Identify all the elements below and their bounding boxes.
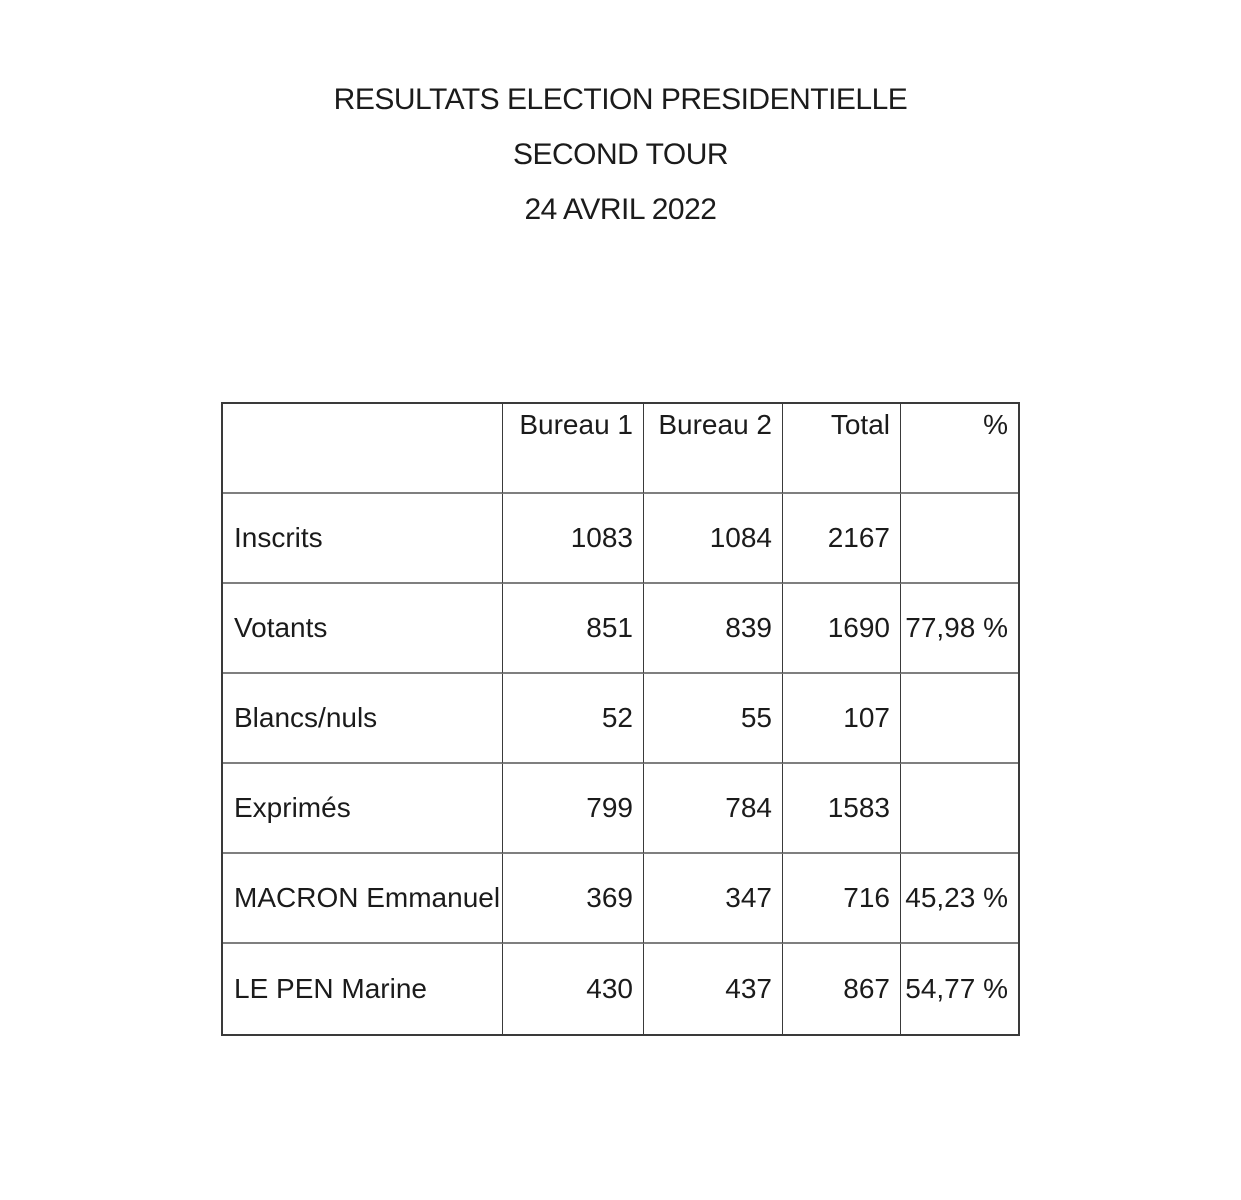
cell-value: 55 bbox=[644, 674, 783, 764]
row-label: Votants bbox=[223, 584, 503, 674]
cell-value: 45,23 % bbox=[901, 854, 1018, 944]
cell-value: 2167 bbox=[783, 494, 901, 584]
cell-value: 1690 bbox=[783, 584, 901, 674]
cell-value: 1083 bbox=[503, 494, 644, 584]
cell-value bbox=[901, 494, 1018, 584]
cell-value: 437 bbox=[644, 944, 783, 1034]
document-subtitle-date: 24 AVRIL 2022 bbox=[524, 193, 717, 226]
cell-value: 867 bbox=[783, 944, 901, 1034]
row-label: Exprimés bbox=[223, 764, 503, 854]
row-label: MACRON Emmanuel bbox=[223, 854, 503, 944]
results-table bbox=[221, 402, 1020, 1036]
cell-value: 716 bbox=[783, 854, 901, 944]
title-block bbox=[0, 72, 1241, 237]
cell-value: 107 bbox=[783, 674, 901, 764]
cell-value: 839 bbox=[644, 584, 783, 674]
cell-value: 1583 bbox=[783, 764, 901, 854]
cell-value: 784 bbox=[644, 764, 783, 854]
cell-value bbox=[901, 674, 1018, 764]
document-title: RESULTATS ELECTION PRESIDENTIELLE bbox=[333, 83, 908, 116]
column-header-empty bbox=[223, 404, 503, 494]
column-header-bureau1: Bureau 1 bbox=[503, 404, 644, 494]
row-label: Inscrits bbox=[223, 494, 503, 584]
cell-value: 799 bbox=[503, 764, 644, 854]
cell-value: 369 bbox=[503, 854, 644, 944]
column-header-percent: % bbox=[901, 404, 1018, 494]
document-subtitle-tour: SECOND TOUR bbox=[512, 138, 729, 171]
cell-value: 54,77 % bbox=[905, 973, 1008, 1004]
cell-value: 77,98 % bbox=[901, 584, 1018, 674]
column-header-bureau2: Bureau 2 bbox=[644, 404, 783, 494]
column-header-total: Total bbox=[783, 404, 901, 494]
cell-value: 430 bbox=[503, 944, 644, 1034]
cell-value bbox=[901, 764, 1018, 854]
cell-value: 52 bbox=[503, 674, 644, 764]
row-label: LE PEN Marine bbox=[223, 944, 503, 1034]
cell-value: 1084 bbox=[644, 494, 783, 584]
cell-value: 347 bbox=[644, 854, 783, 944]
row-label: Blancs/nuls bbox=[223, 674, 503, 764]
cell-value: 851 bbox=[503, 584, 644, 674]
